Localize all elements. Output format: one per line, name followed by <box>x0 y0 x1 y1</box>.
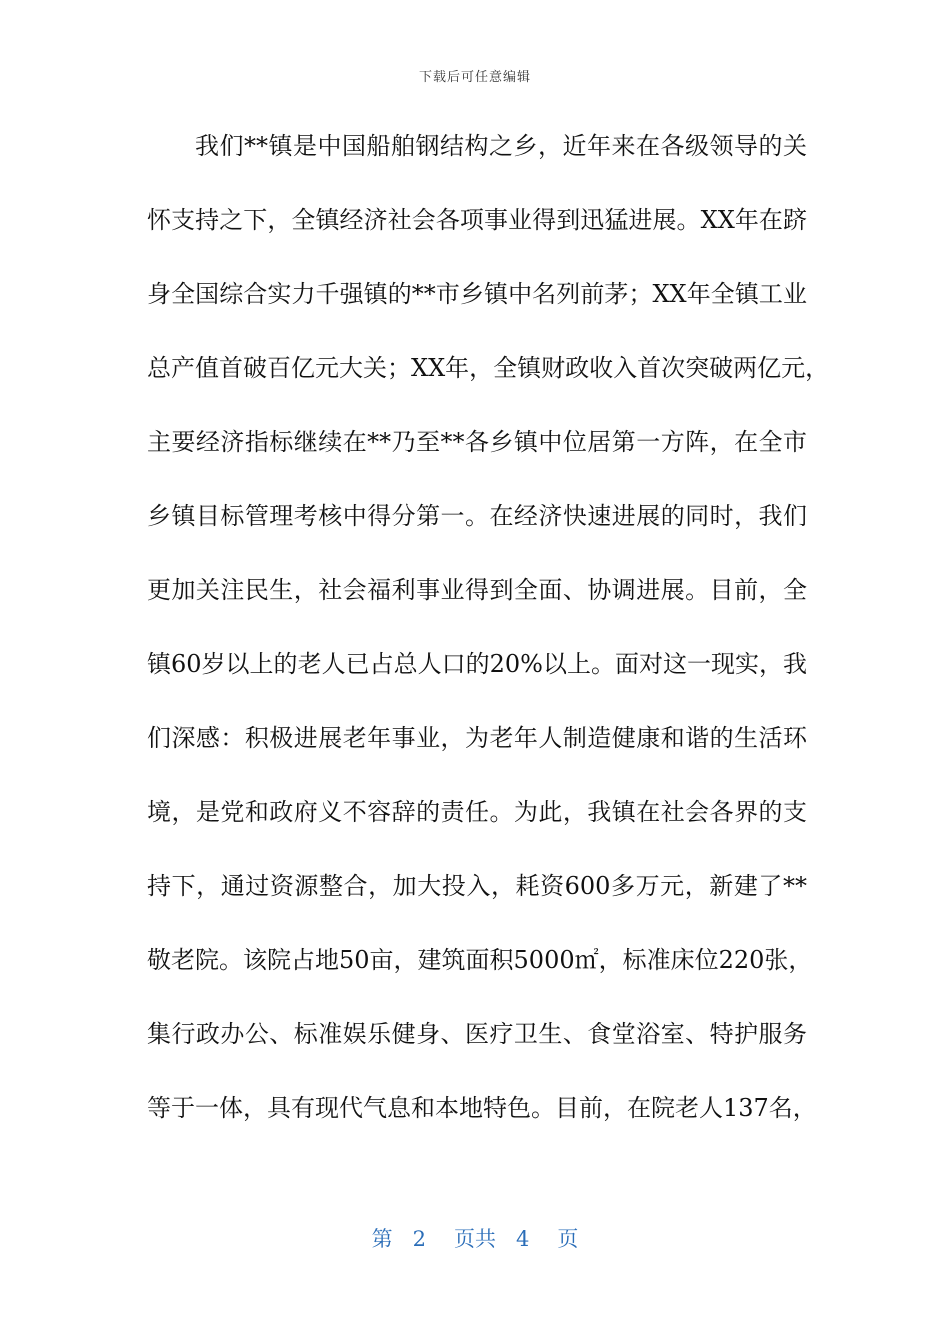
body-line: 境，是党和政府义不容辞的责任。为此，我镇在社会各界的支 <box>147 798 807 826</box>
page-footer <box>0 1223 950 1253</box>
body-line: 主要经济指标继续在**乃至**各乡镇中位居第一方阵，在全市 <box>147 428 807 456</box>
body-line: 身全国综合实力千强镇的**市乡镇中名列前茅；XX年全镇工业 <box>147 280 807 308</box>
body-line: 敬老院。该院占地50亩，建筑面积5000㎡，标准床位220张， <box>147 946 813 974</box>
body-line: 怀支持之下，全镇经济社会各项事业得到迅猛进展。XX年在跻 <box>147 206 807 234</box>
body-line: 持下，通过资源整合，加大投入，耗资600多万元，新建了** <box>147 872 807 900</box>
body-line: 总产值首破百亿元大关；XX年，全镇财政收入首次突破两亿元， <box>147 354 830 382</box>
page-footer-middle: 页共 <box>454 1227 496 1251</box>
body-line: 等于一体，具有现代气息和本地特色。目前，在院老人137名， <box>147 1094 817 1122</box>
page-footer-suffix: 页 <box>557 1227 579 1251</box>
body-line: 更加关注民生，社会福利事业得到全面、协调进展。目前，全 <box>147 576 807 604</box>
page-footer-total-pages: 4 <box>516 1227 530 1251</box>
body-line: 们深感：积极进展老年事业，为老年人制造健康和谐的生活环 <box>147 724 807 752</box>
page-footer-prefix: 第 <box>371 1227 393 1251</box>
body-line: 乡镇目标管理考核中得分第一。在经济快速进展的同时，我们 <box>147 502 807 530</box>
page-footer-current-page: 2 <box>412 1227 426 1251</box>
body-line: 我们**镇是中国船舶钢结构之乡，近年来在各级领导的关 <box>195 132 807 160</box>
body-line: 镇60岁以上的老人已占总人口的20%以上。面对这一现实，我 <box>147 650 807 678</box>
body-line: 集行政办公、标准娱乐健身、医疗卫生、食堂浴室、特护服务 <box>147 1020 807 1048</box>
page-header-note: 下载后可任意编辑 <box>418 70 531 85</box>
